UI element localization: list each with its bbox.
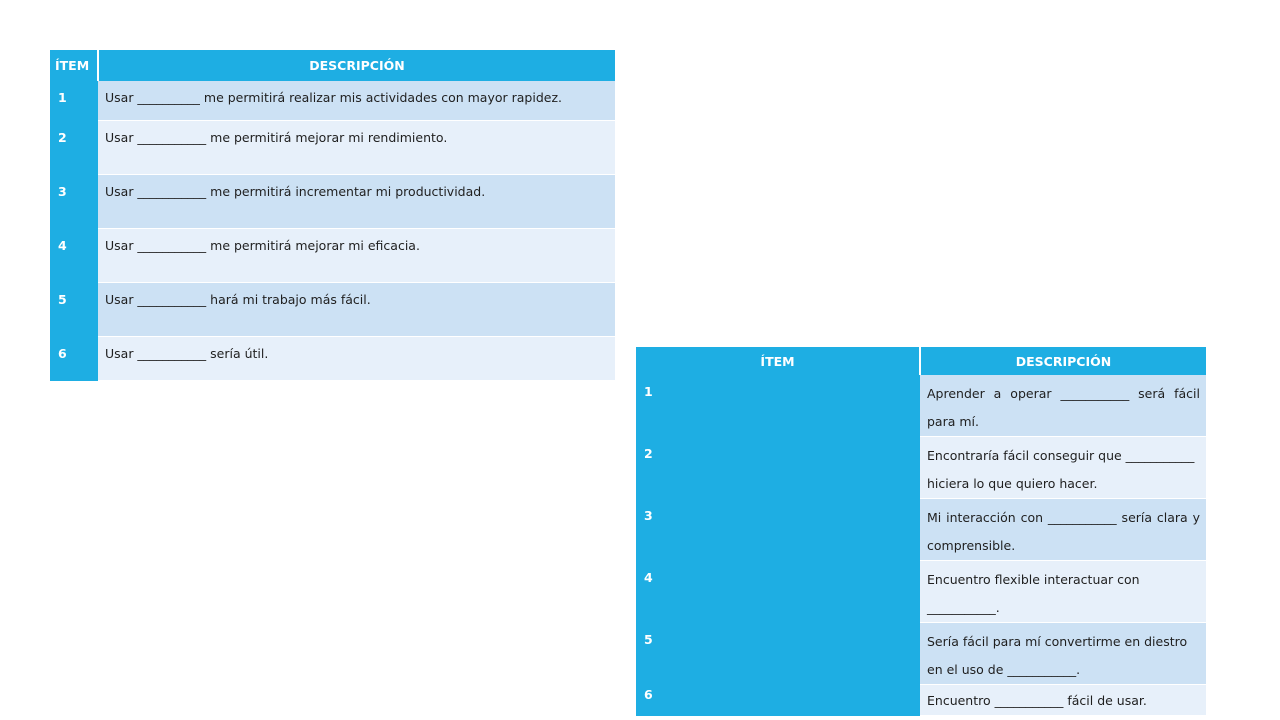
table-row [50, 81, 615, 121]
table-row [50, 121, 615, 175]
table-header-row [50, 50, 615, 81]
item-number: 6 [636, 685, 920, 716]
item-description: Usar ___________ hará mi trabajo más fácil. [98, 283, 615, 337]
header-item: ÍTEM [50, 50, 98, 81]
item-number: 1 [50, 81, 98, 121]
item-number: 3 [636, 499, 920, 561]
table-row [636, 685, 1206, 716]
table-row [636, 437, 1206, 499]
table-row [636, 499, 1206, 561]
item-description: Usar __________ me permitirá realizar mis actividades con mayor rapidez. [98, 81, 615, 121]
table-row [50, 283, 615, 337]
item-number: 3 [50, 175, 98, 229]
item-number: 4 [50, 229, 98, 283]
table-row [636, 623, 1206, 685]
table-row [636, 561, 1206, 623]
item-description: Mi interacción con ___________ sería clara y comprensible. [920, 499, 1206, 561]
item-description: Usar ___________ me permitirá mejorar mi rendimiento. [98, 121, 615, 175]
item-description: Encuentro ___________ fácil de usar. [920, 685, 1206, 716]
header-description: DESCRIPCIÓN [98, 50, 615, 81]
item-number: 5 [50, 283, 98, 337]
item-description: Aprender a operar ___________ será fácil para mí. [920, 375, 1206, 437]
table-row [50, 229, 615, 283]
item-description: Usar ___________ me permitirá mejorar mi eficacia. [98, 229, 615, 283]
item-number: 2 [636, 437, 920, 499]
table-row [636, 375, 1206, 437]
table-header-row [636, 347, 1206, 375]
item-description: Encuentro flexible interactuar con ___________. [920, 561, 1206, 623]
header-description: DESCRIPCIÓN [920, 347, 1206, 375]
item-number: 4 [636, 561, 920, 623]
item-number: 2 [50, 121, 98, 175]
header-item: ÍTEM [636, 347, 920, 375]
item-description: Usar ___________ me permitirá incrementar mi productividad. [98, 175, 615, 229]
item-number: 5 [636, 623, 920, 685]
item-number: 6 [50, 337, 98, 381]
item-description: Encontraría fácil conseguir que ___________ hiciera lo que quiero hacer. [920, 437, 1206, 499]
usefulness-table [50, 50, 615, 381]
ease-of-use-table [636, 347, 1206, 716]
table-row [50, 337, 615, 381]
item-description: Sería fácil para mí convertirme en diestro en el uso de ___________. [920, 623, 1206, 685]
item-description: Usar ___________ sería útil. [98, 337, 615, 381]
item-number: 1 [636, 375, 920, 437]
table-row [50, 175, 615, 229]
